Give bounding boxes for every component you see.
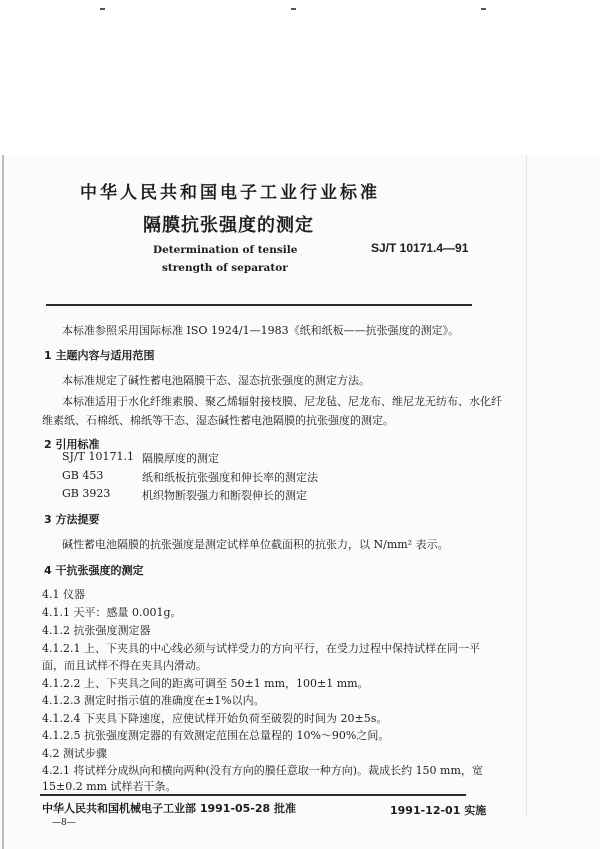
intro-paragraph: 本标准参照采用国际标准 ISO 1924/1—1983《纸和纸板——抗张强度的测定》。 xyxy=(62,324,460,337)
section-3-para: 碱性蓄电池隔膜的抗张强度是测定试样单位截面积的抗张力，以 N/mm² 表示。 xyxy=(62,538,449,551)
blank-top-margin xyxy=(0,0,600,155)
section-1-heading: 1 主题内容与适用范围 xyxy=(44,349,155,362)
clause: 4.1.2.2 上、下夹具之间的距离可调至 50±1 mm，100±1 mm。 xyxy=(42,677,369,690)
page-edge-left xyxy=(2,155,4,849)
clause: 4.1.2 抗张强度测定器 xyxy=(42,624,151,637)
section-1-para: 本标准适用于水化纤维素膜、聚乙烯辐射接枝膜、尼龙毡、尼龙布、维尼龙无纺布、水化纤 xyxy=(62,395,502,408)
clause: 4.1.2.4 下夹具下降速度，应使试样开始负荷至破裂的时间为 20±5s。 xyxy=(42,712,388,725)
section-2-heading: 2 引用标准 xyxy=(44,438,100,451)
crop-mark xyxy=(291,8,296,10)
clause: 4.1.2.5 抗张强度测定器的有效测定范围在总量程的 10%～90%之间。 xyxy=(42,729,390,742)
clause: 4.2 测试步骤 xyxy=(42,747,107,760)
clause: 4.2.1 将试样分成纵向和横向两种(没有方向的膜任意取一种方向)。裁成长约 150 mm，宽 xyxy=(42,764,483,777)
clause: 4.1.2.1 上、下夹具的中心线必须与试样受力的方向平行，在受力过程中保持试样在同一平 xyxy=(42,642,480,655)
page-edge-right xyxy=(526,155,527,815)
section-1-para: 本标准规定了碱性蓄电池隔膜干态、湿态抗张强度的测定方法。 xyxy=(62,374,370,387)
implementation-date: 1991-12-01 实施 xyxy=(390,804,487,817)
section-4-heading: 4 干抗张强度的测定 xyxy=(44,564,144,577)
reference-title: 隔膜厚度的测定 xyxy=(142,452,219,465)
industry-standard-header: 中华人民共和国电子工业行业标准 xyxy=(80,183,380,203)
clause: 4.1 仪器 xyxy=(42,588,85,601)
clause: 15±0.2 mm 试样若干条。 xyxy=(42,780,177,793)
footer-divider xyxy=(40,794,466,796)
clause: 面，而且试样不得在夹具内滑动。 xyxy=(42,659,207,672)
reference-code: GB 453 xyxy=(62,469,104,482)
header-divider xyxy=(46,304,472,306)
crop-mark xyxy=(100,8,105,10)
crop-mark xyxy=(481,8,486,10)
section-3-heading: 3 方法提要 xyxy=(44,513,100,526)
reference-title: 纸和纸板抗张强度和伸长率的测定法 xyxy=(142,471,318,484)
document-title-en-line1: Determination of tensile xyxy=(153,244,298,256)
section-1-para: 维素纸、石棉纸、棉纸等干态、湿态碱性蓄电池隔膜的抗张强度的测定。 xyxy=(42,414,394,427)
approval-line: 中华人民共和国机械电子工业部 1991-05-28 批准 xyxy=(42,802,297,815)
standard-number: SJ/T 10171.4—91 xyxy=(371,241,469,255)
clause: 4.1.2.3 测定时指示值的准确度在±1%以内。 xyxy=(42,694,265,707)
reference-title: 机织物断裂强力和断裂伸长的测定 xyxy=(142,489,307,502)
reference-code: SJ/T 10171.1 xyxy=(62,450,134,463)
document-title-cn: 隔膜抗张强度的测定 xyxy=(143,215,314,236)
document-title-en-line2: strength of separator xyxy=(162,262,288,274)
clause: 4.1.1 天平：感量 0.001g。 xyxy=(42,606,182,619)
reference-code: GB 3923 xyxy=(62,487,111,500)
page-number: —8— xyxy=(52,818,76,828)
